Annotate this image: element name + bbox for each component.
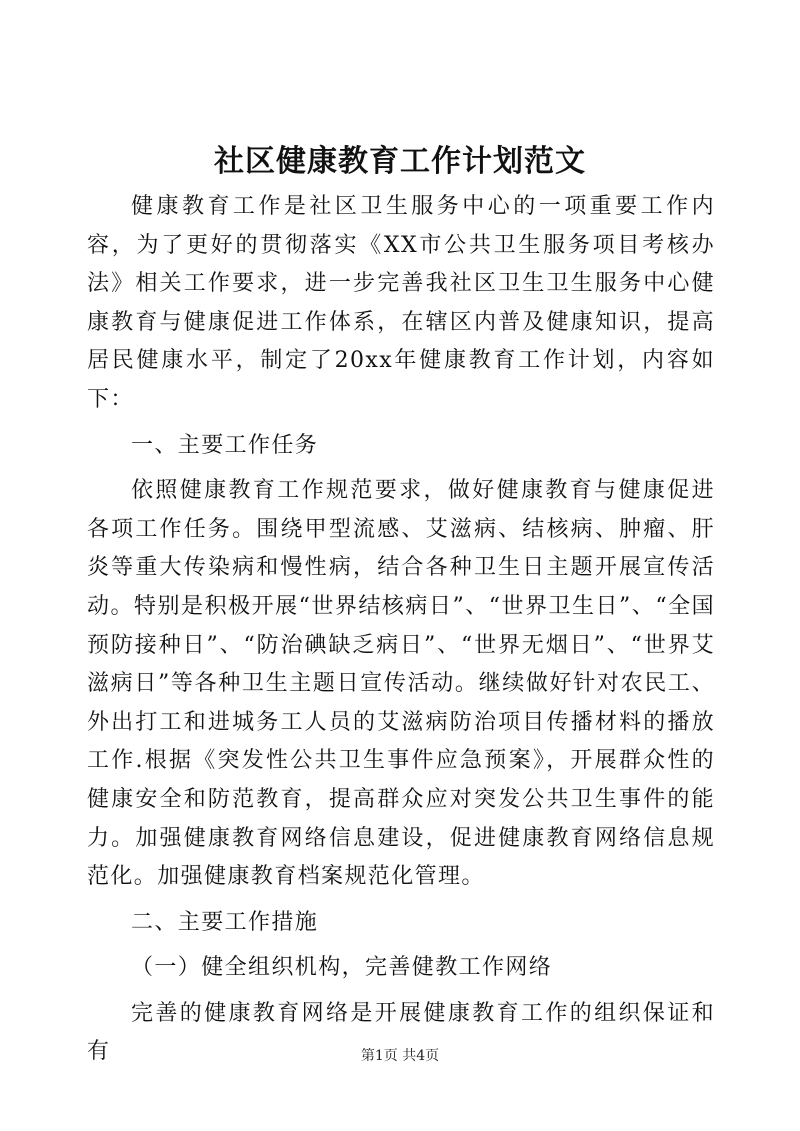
subsection-heading-organization: （一）健全组织机构，完善健教工作网络 (131, 955, 553, 981)
section-heading-tasks: 一、主要工作任务 (131, 432, 319, 458)
document-title: 社区健康教育工作计划范文 (214, 144, 586, 179)
tasks-paragraph: 依照健康教育工作规范要求，做好健康教育与健康促进各项工作任务。围绕甲型流感、艾滋病、结核病、肿瘤、肝炎等重大传染病和慢性病，结合各种卫生日主题开展宣传活动。特别是积极开展“世界结核病日”、“世界卫生日”、“全国预防接种日”、“防治碘缺乏病日”、“世界无烟日”、“世界艾滋病日”等各种卫生主题日宣传活动。继续做好针对农民工、外出打工和进城务工人员的艾滋病防治项目传播材料的播放工作.根据《突发性公共卫生事件应急预案》，开展群众性的健康安全和防范教育，提高群众应对突发公共卫生事件的能力。加强健康教育网络信息建设，促进健康教育网络信息规范化。加强健康教育档案规范化管理。 (87, 478, 715, 890)
page-indicator: 第1页 共4页 (360, 1048, 440, 1064)
document-body (87, 188, 715, 1072)
organization-paragraph: 完善的健康教育网络是开展健康教育工作的组织保证和有 (87, 1000, 715, 1065)
section-heading-measures: 二、主要工作措施 (131, 909, 319, 935)
intro-paragraph: 健康教育工作是社区卫生服务中心的一项重要工作内容，为了更好的贯彻落实《XX市公共卫生服务项目考核办法》相关工作要求，进一步完善我社区卫生卫生服务中心健康教育与健康促进工作体系，在辖区内普及健康知识，提高居民健康水平，制定了20xx年健康教育工作计划，内容如下： (87, 194, 715, 412)
